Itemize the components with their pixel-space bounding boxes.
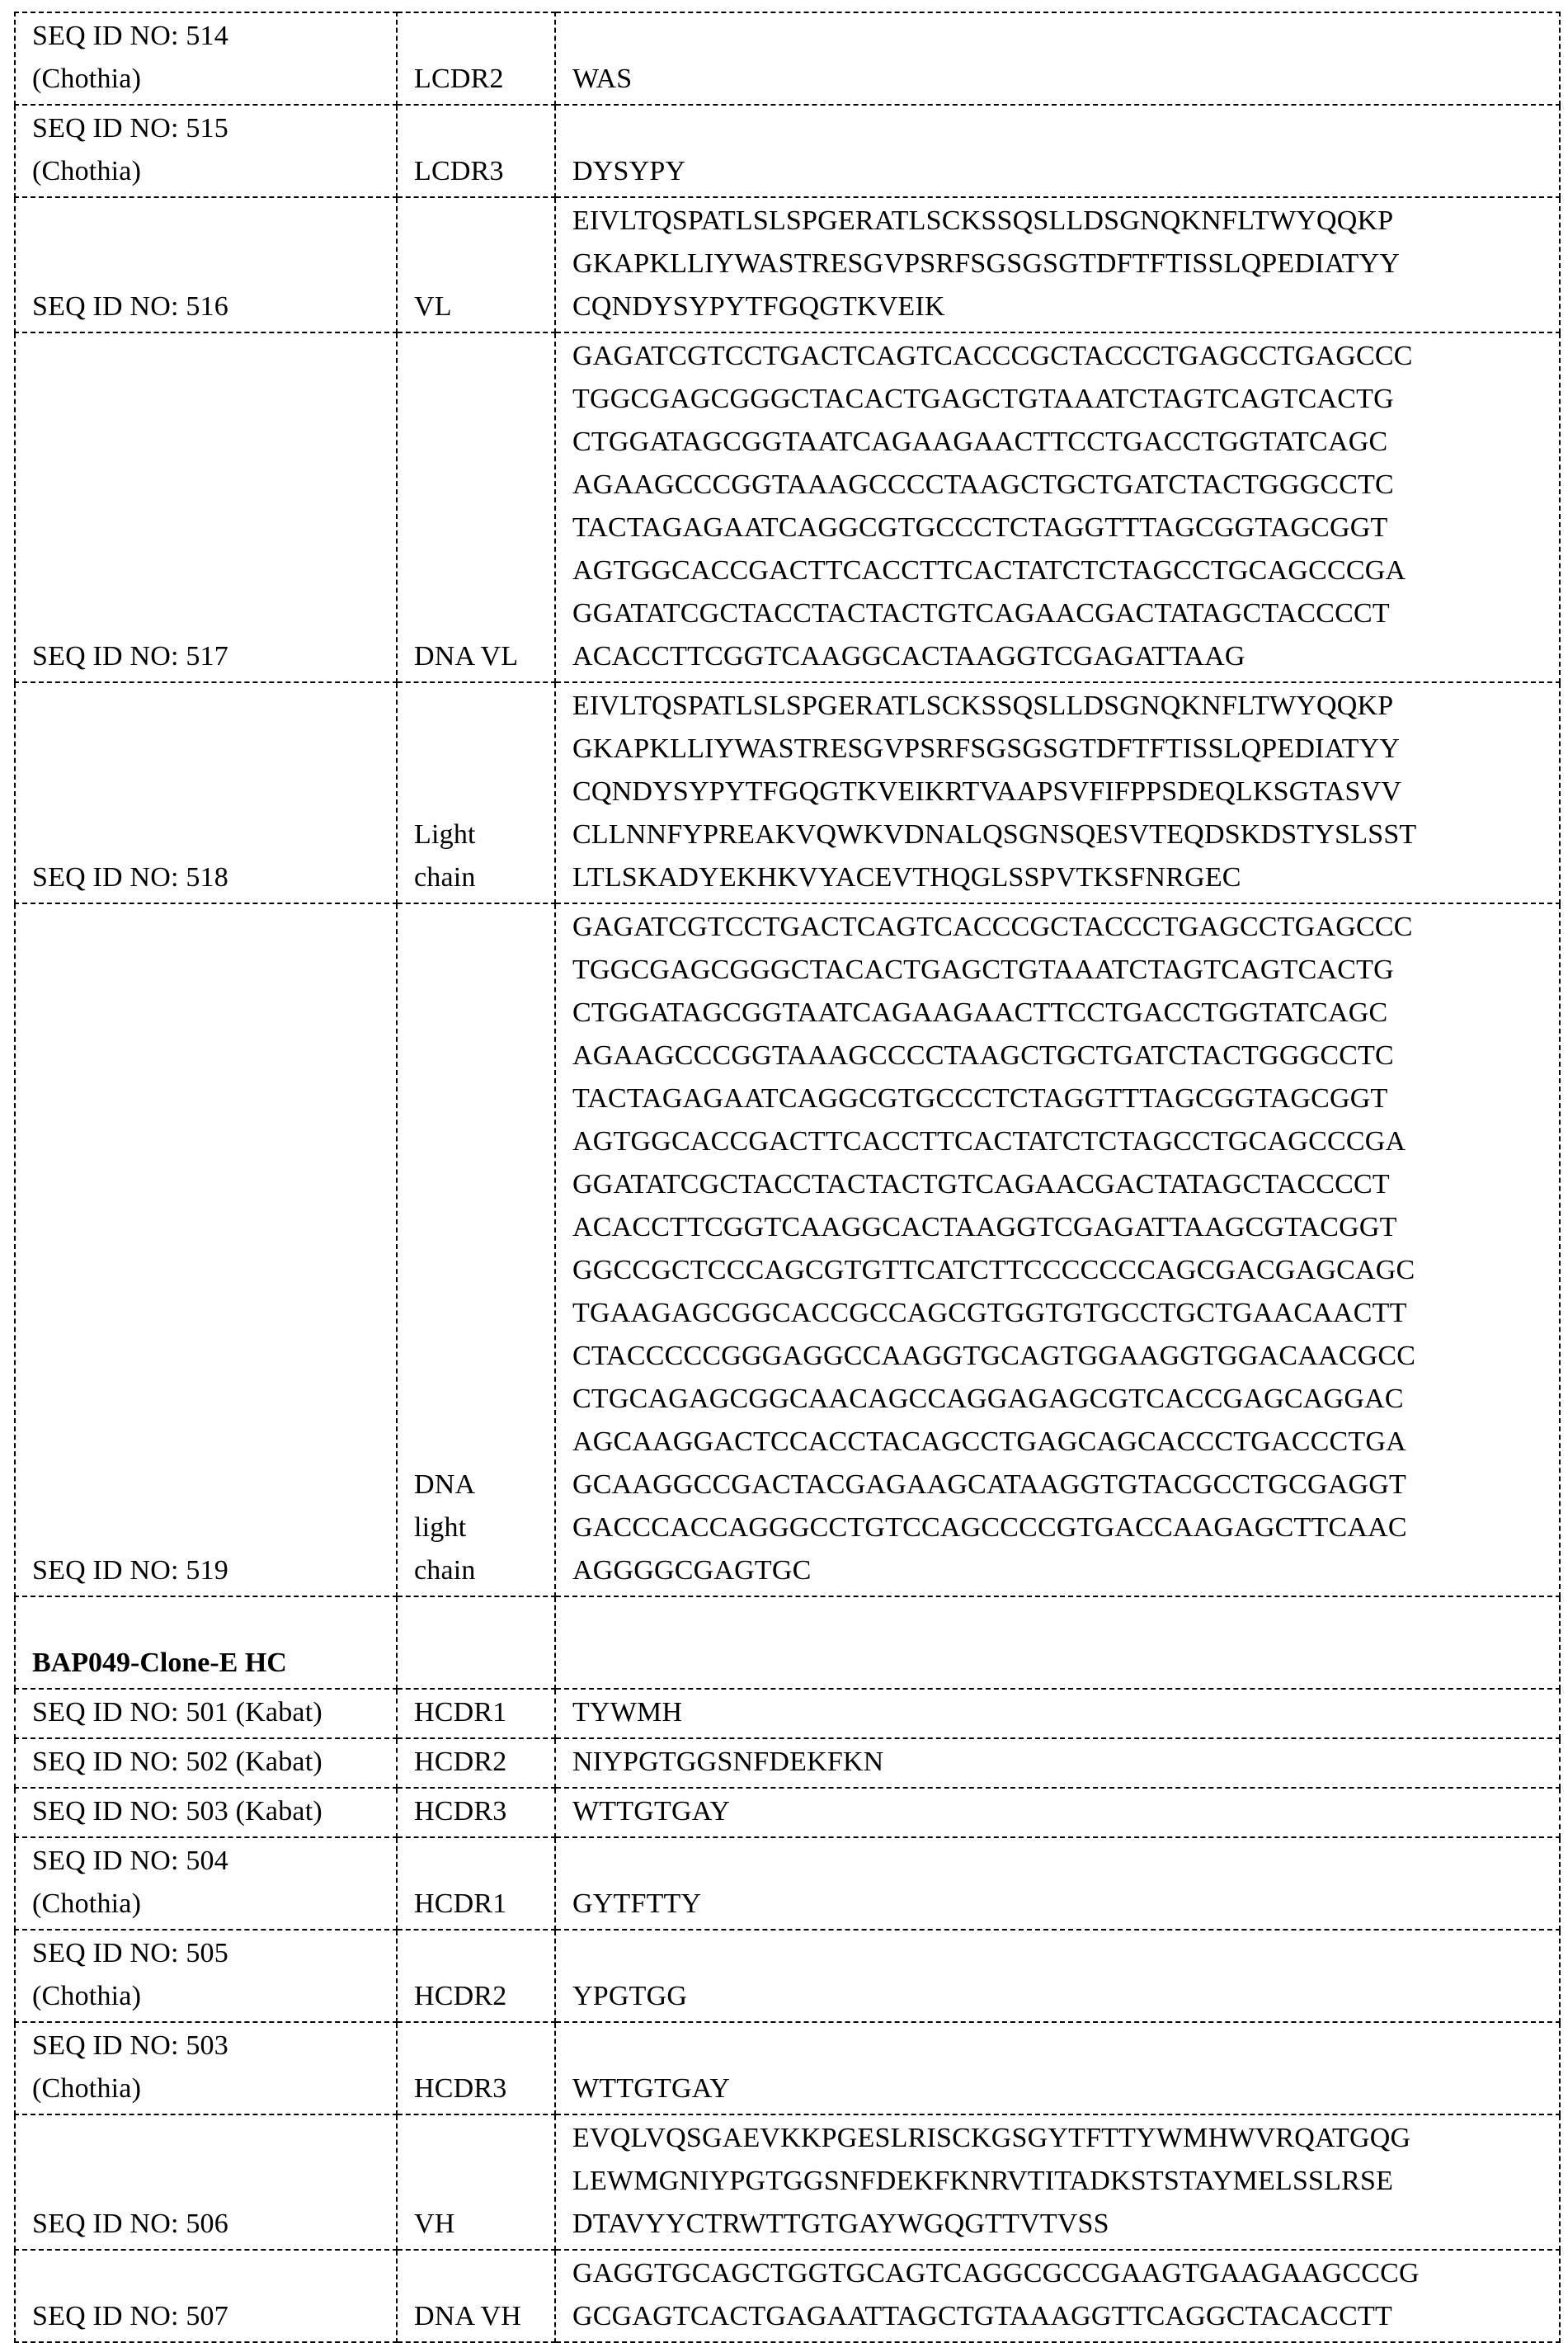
sequence-cell [555,2250,1560,2342]
empty-cell [555,1596,1560,1689]
sequence-line: NIYPGTGGSNFDEKFKN [572,1747,884,1777]
table-row [15,2250,1560,2342]
sequence-line: GYTFTTY [572,1888,702,1919]
seq-id-line: (Chothia) [32,156,142,186]
sequence-cell [555,1689,1560,1738]
region-line: VL [414,291,452,322]
sequence-line: CTACCCCCGGGAGGCCAAGGTGCAGTGGAAGGTGGACAACGCC [572,1341,1416,1371]
region-line: HCDR3 [414,2073,507,2104]
table-row [15,2022,1560,2114]
seq-id-cell [15,2250,397,2342]
sequence-cell [555,12,1560,105]
seq-id-cell [15,1689,397,1738]
seq-id-line: SEQ ID NO: 505 [32,1938,228,1968]
table-row [15,2114,1560,2250]
seq-id-cell [15,682,397,903]
seq-id-line: SEQ ID NO: 515 [32,113,228,144]
region-line: VH [414,2209,455,2239]
region-line: DNA VL [414,641,519,672]
seq-id-line: SEQ ID NO: 514 [32,21,228,51]
sequence-line: WTTGTGAY [572,2073,731,2104]
sequence-line: CQNDYSYPYTFGQGTKVEIKRTVAAPSVFIFPPSDEQLKSGTASVV [572,776,1402,807]
seq-id-cell [15,2022,397,2114]
seq-id-cell [15,1788,397,1837]
sequence-line: GCAAGGCCGACTACGAGAAGCATAAGGTGTACGCCTGCGAGGT [572,1469,1407,1500]
sequence-line: EVQLVQSGAEVKKPGESLRISCKGSGYTFTTYWMHWVRQATGQG [572,2123,1411,2153]
seq-id-cell [15,332,397,682]
sequence-line: TYWMH [572,1697,683,1728]
region-cell [397,12,555,105]
sequence-cell [555,332,1560,682]
sequence-line: GAGATCGTCCTGACTCAGTCACCCGCTACCCTGAGCCTGAGCCC [572,341,1413,371]
sequence-line: ACACCTTCGGTCAAGGCACTAAGGTCGAGATTAAG [572,641,1245,672]
seq-id-cell [15,197,397,332]
seq-id-line: SEQ ID NO: 503 (Kabat) [32,1796,323,1827]
sequence-line: AGTGGCACCGACTTCACCTTCACTATCTCTAGCCTGCAGCCCGA [572,555,1406,586]
seq-id-cell [15,1930,397,2022]
sequence-cell [555,682,1560,903]
region-cell [397,332,555,682]
sequence-line: DYSYPY [572,156,686,186]
seq-id-line: SEQ ID NO: 504 [32,1846,228,1876]
seq-id-line: SEQ ID NO: 516 [32,291,228,322]
region-cell [397,1738,555,1788]
region-cell [397,1837,555,1930]
sequence-table [14,12,1561,2343]
table-row [15,1930,1560,2022]
table-row [15,1689,1560,1738]
region-line: DNA [414,1469,476,1500]
sequence-line: LEWMGNIYPGTGGSNFDEKFKNRVTITADKSTSTAYMELSSLRSE [572,2166,1394,2196]
table-row [15,105,1560,197]
sequence-line: EIVLTQSPATLSLSPGERATLSCKSSQSLLDSGNQKNFLTWYQQKP [572,691,1394,721]
sequence-cell [555,1930,1560,2022]
sequence-line: WAS [572,64,633,94]
seq-id-line: SEQ ID NO: 501 (Kabat) [32,1697,323,1728]
sequence-line: GCGAGTCACTGAGAATTAGCTGTAAAGGTTCAGGCTACACCTT [572,2301,1392,2331]
sequence-line: TGAAGAGCGGCACCGCCAGCGTGGTGTGCCTGCTGAACAACTT [572,1298,1407,1328]
sequence-cell [555,197,1560,332]
sequence-line: AGAAGCCCGGTAAAGCCCCTAAGCTGCTGATCTACTGGGCCTC [572,1040,1394,1071]
section-title: BAP049-Clone-E HC [32,1648,287,1678]
table-row [15,197,1560,332]
seq-id-line: SEQ ID NO: 507 [32,2301,228,2331]
section-header-row [15,1596,1560,1689]
table-row [15,1788,1560,1837]
sequence-cell [555,1738,1560,1788]
region-cell [397,903,555,1596]
table-row [15,903,1560,1596]
sequence-line: CQNDYSYPYTFGQGTKVEIK [572,291,945,322]
sequence-line: GGATATCGCTACCTACTACTGTCAGAACGACTATAGCTACCCCT [572,598,1390,629]
sequence-cell [555,2022,1560,2114]
seq-id-cell [15,1837,397,1930]
sequence-line: TGGCGAGCGGGCTACACTGAGCTGTAAATCTAGTCAGTCACTG [572,384,1394,414]
table-row [15,682,1560,903]
table-row [15,1738,1560,1788]
seq-id-line: SEQ ID NO: 502 (Kabat) [32,1747,323,1777]
sequence-line: CTGGATAGCGGTAATCAGAAGAACTTCCTGACCTGGTATCAGC [572,427,1388,457]
seq-id-cell [15,12,397,105]
region-line: Light [414,819,476,850]
region-line: LCDR3 [414,156,504,186]
region-cell [397,2022,555,2114]
sequence-line: GAGGTGCAGCTGGTGCAGTCAGGCGCCGAAGTGAAGAAGCCCG [572,2258,1420,2289]
region-line: HCDR2 [414,1981,507,2011]
seq-id-line: (Chothia) [32,1981,142,2011]
sequence-line: ACACCTTCGGTCAAGGCACTAAGGTCGAGATTAAGCGTACGGT [572,1212,1397,1242]
sequence-line: GGATATCGCTACCTACTACTGTCAGAACGACTATAGCTACCCCT [572,1169,1390,1200]
seq-id-cell [15,2114,397,2250]
sequence-line: TACTAGAGAATCAGGCGTGCCCTCTAGGTTTAGCGGTAGCGGT [572,1083,1388,1114]
sequence-line: CLLNNFYPREAKVQWKVDNALQSGNSQESVTEQDSKDSTYSLSST [572,819,1417,850]
region-line: light [414,1512,467,1543]
region-line: DNA VH [414,2301,521,2331]
region-cell [397,105,555,197]
sequence-cell [555,903,1560,1596]
sequence-line: GAGATCGTCCTGACTCAGTCACCCGCTACCCTGAGCCTGAGCCC [572,912,1413,942]
sequence-cell [555,1788,1560,1837]
sequence-line: GGCCGCTCCCAGCGTGTTCATCTTCCCCCCCAGCGACGAGCAGC [572,1255,1415,1285]
sequence-line: AGTGGCACCGACTTCACCTTCACTATCTCTAGCCTGCAGCCCGA [572,1126,1406,1157]
sequence-cell [555,2114,1560,2250]
region-line: chain [414,1555,476,1586]
table-row [15,1837,1560,1930]
region-cell [397,2250,555,2342]
region-line: HCDR2 [414,1747,507,1777]
empty-cell [397,1596,555,1689]
sequence-line: GKAPKLLIYWASTRESGVPSRFSGSGSGTDFTFTISSLQPEDIATYY [572,248,1401,279]
table-row [15,332,1560,682]
sequence-line: AGAAGCCCGGTAAAGCCCCTAAGCTGCTGATCTACTGGGCCTC [572,469,1394,500]
sequence-line: LTLSKADYEKHKVYACEVTHQGLSSPVTKSFNRGEC [572,862,1241,893]
region-line: HCDR1 [414,1888,507,1919]
table-row [15,12,1560,105]
region-cell [397,1930,555,2022]
sequence-line: EIVLTQSPATLSLSPGERATLSCKSSQSLLDSGNQKNFLTWYQQKP [572,205,1394,236]
region-cell [397,682,555,903]
region-line: HCDR3 [414,1796,507,1827]
heavy-chain-section [15,1596,1560,1689]
region-cell [397,2114,555,2250]
seq-id-line: (Chothia) [32,1888,142,1919]
sequence-line: AGCAAGGACTCCACCTACAGCCTGAGCAGCACCCTGACCCTGA [572,1426,1406,1457]
sequence-line: YPGTGG [572,1981,688,2011]
sequence-line: GKAPKLLIYWASTRESGVPSRFSGSGSGTDFTFTISSLQPEDIATYY [572,733,1401,764]
sequence-line: WTTGTGAY [572,1796,731,1827]
region-line: LCDR2 [414,64,504,94]
seq-id-line: SEQ ID NO: 519 [32,1555,228,1586]
heavy-chain-rows [15,1689,1560,2342]
seq-id-line: SEQ ID NO: 518 [32,862,228,893]
sequence-line: AGGGGCGAGTGC [572,1555,812,1586]
sequence-cell [555,105,1560,197]
section-title-cell [15,1596,397,1689]
seq-id-line: (Chothia) [32,64,142,94]
sequence-line: TGGCGAGCGGGCTACACTGAGCTGTAAATCTAGTCAGTCACTG [572,955,1394,985]
light-chain-rows [15,12,1560,1596]
seq-id-line: SEQ ID NO: 503 [32,2030,228,2061]
region-cell [397,1689,555,1738]
seq-id-cell [15,1738,397,1788]
seq-id-cell [15,105,397,197]
region-cell [397,197,555,332]
seq-id-line: SEQ ID NO: 506 [32,2209,228,2239]
seq-id-cell [15,903,397,1596]
region-cell [397,1788,555,1837]
seq-id-line: SEQ ID NO: 517 [32,641,228,672]
sequence-line: CTGGATAGCGGTAATCAGAAGAACTTCCTGACCTGGTATCAGC [572,997,1388,1028]
sequence-cell [555,1837,1560,1930]
region-line: chain [414,862,476,893]
sequence-line: DTAVYYCTRWTTGTGAYWGQGTTVTVSS [572,2209,1109,2239]
region-line: HCDR1 [414,1697,507,1728]
sequence-line: CTGCAGAGCGGCAACAGCCAGGAGAGCGTCACCGAGCAGGAC [572,1384,1404,1414]
sequence-line: GACCCACCAGGGCCTGTCCAGCCCCGTGACCAAGAGCTTCAAC [572,1512,1407,1543]
seq-id-line: (Chothia) [32,2073,142,2104]
sequence-line: TACTAGAGAATCAGGCGTGCCCTCTAGGTTTAGCGGTAGCGGT [572,512,1388,543]
